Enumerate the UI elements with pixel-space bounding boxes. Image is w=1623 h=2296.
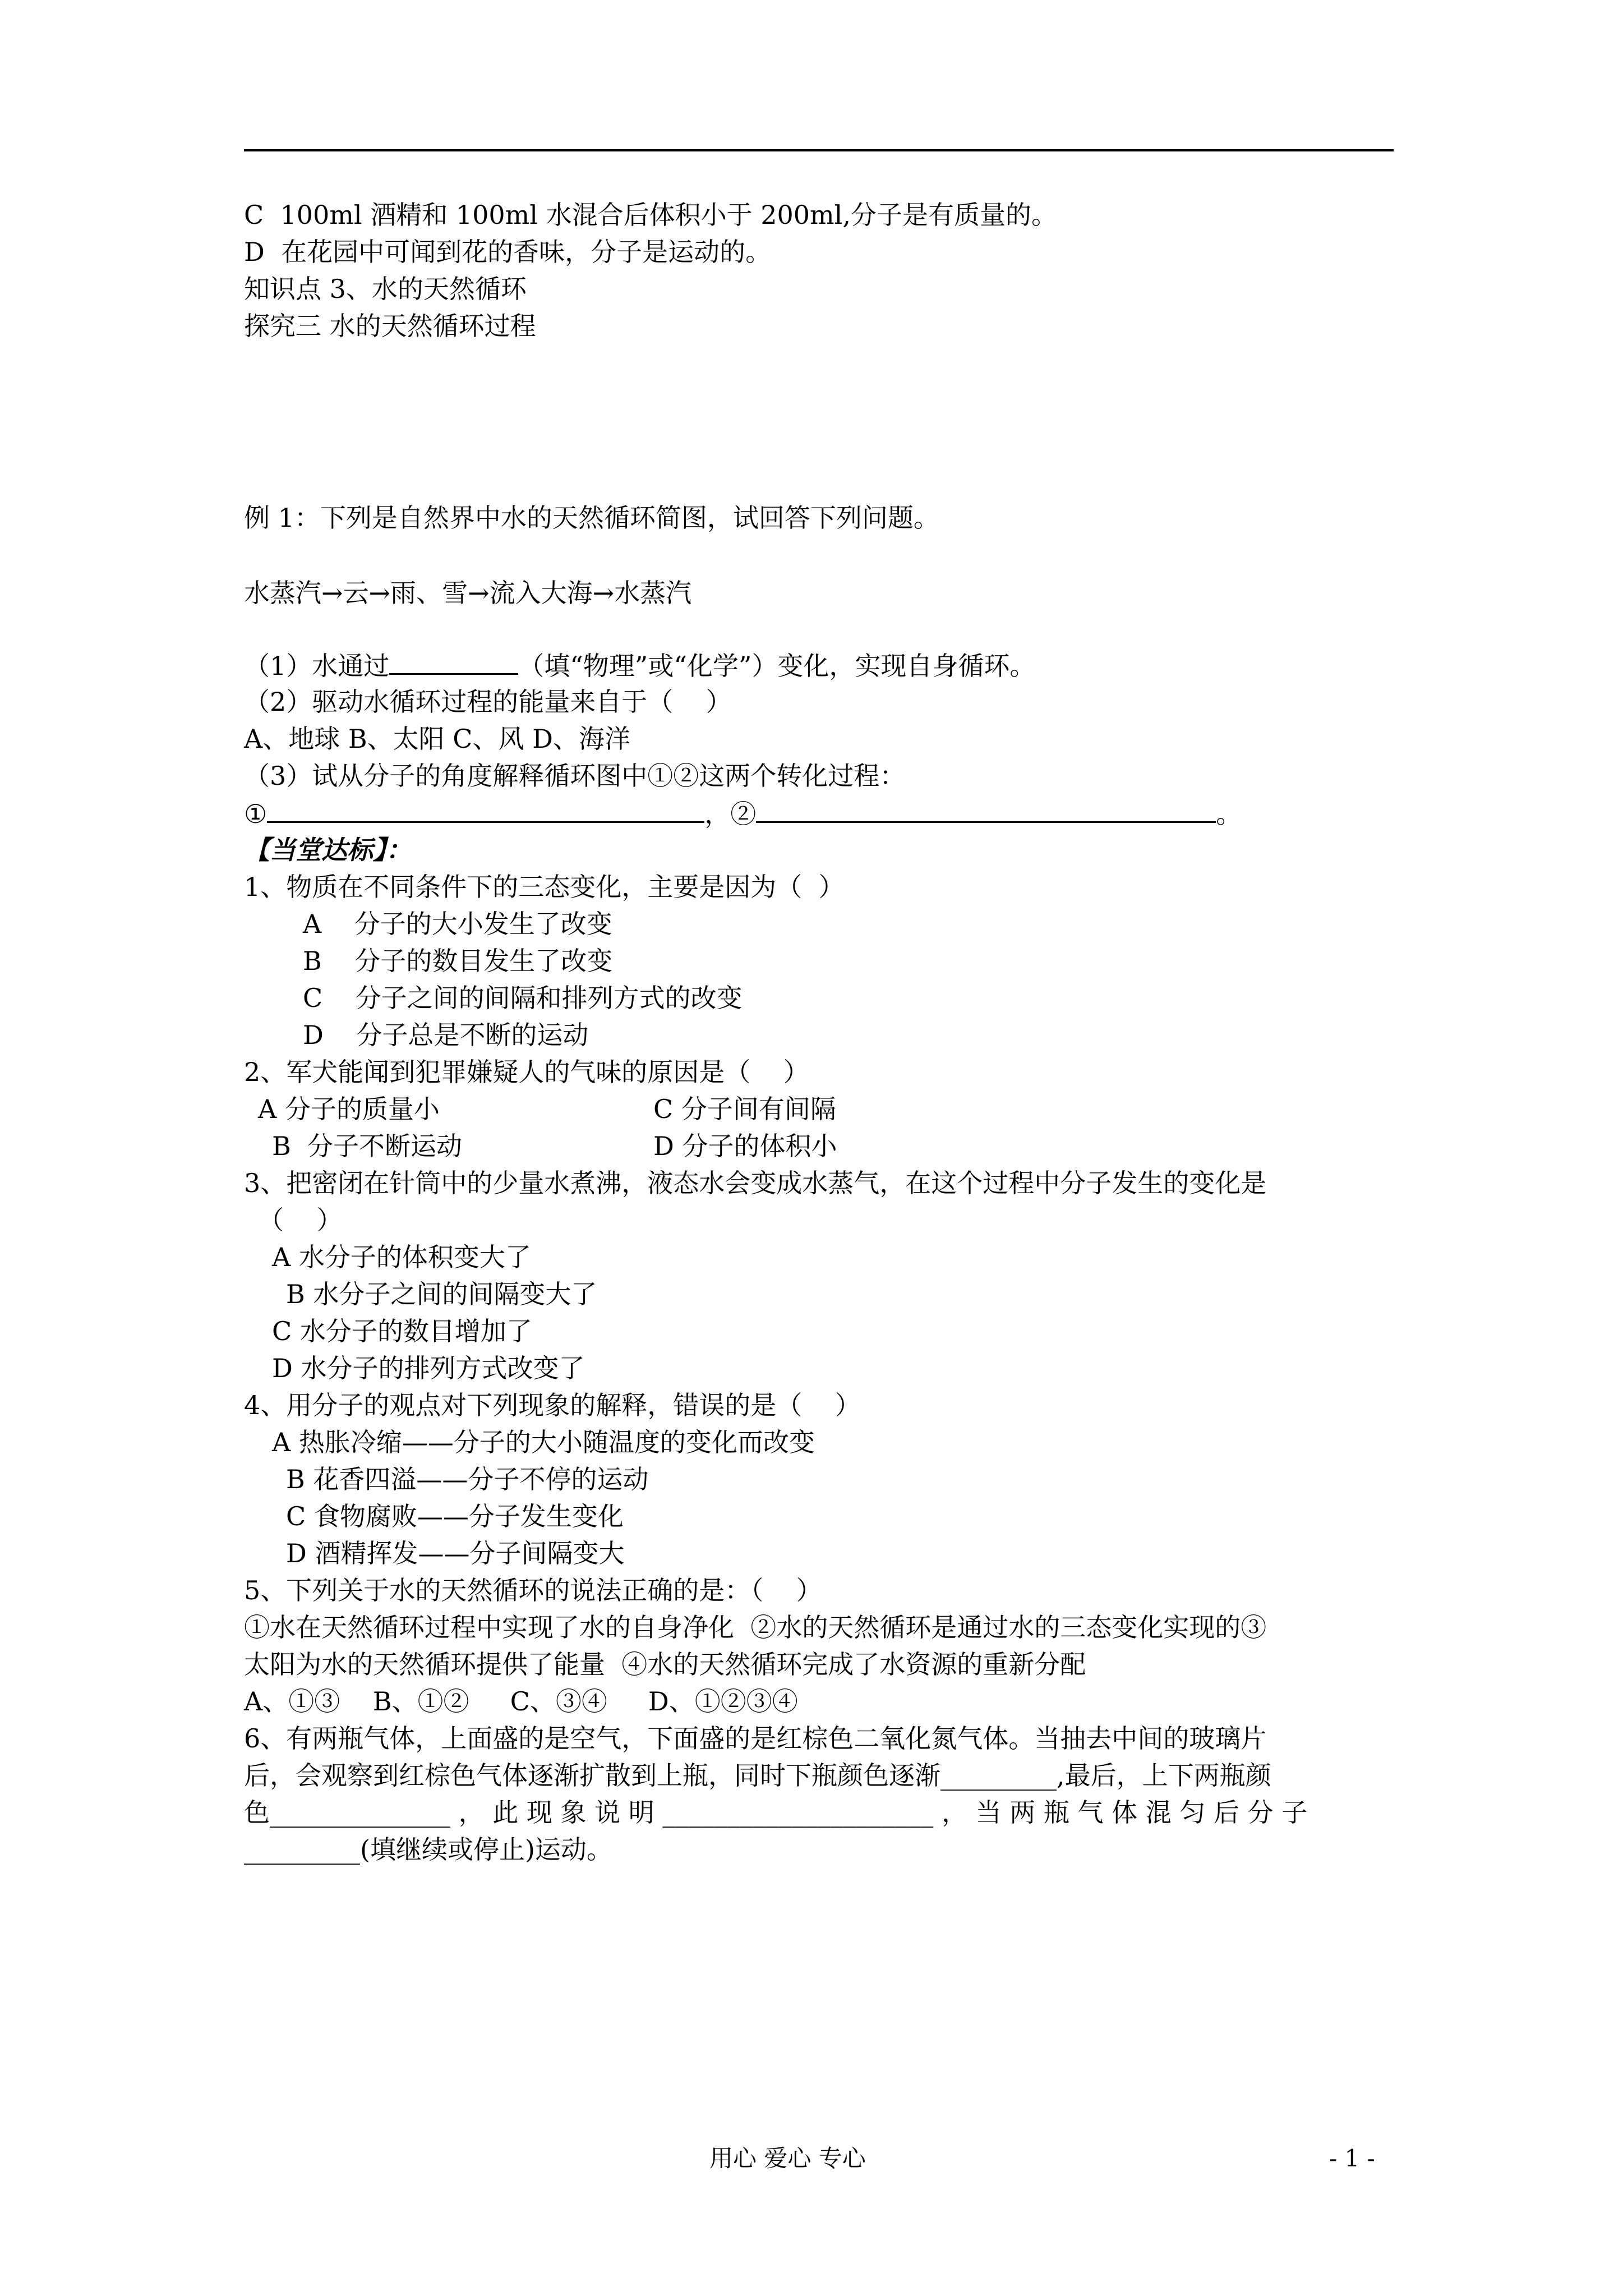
question-5-statements-1: ①水在天然循环过程中实现了水的自身净化 ②水的天然循环是通过水的三态变化实现的③ (244, 1612, 1267, 1642)
question-3-option-c: C 水分子的数目增加了 (272, 1316, 532, 1346)
question-2-option-c: C 分子间有间隔 (653, 1094, 836, 1124)
question-1-option-c: C 分子之间的间隔和排列方式的改变 (303, 983, 743, 1013)
answer-blank-1[interactable] (389, 646, 518, 675)
knowledge-point-3: 知识点 3、水的天然循环 (244, 274, 527, 304)
question-1: 1、物质在不同条件下的三态变化，主要是因为（ ） (244, 872, 845, 902)
question-6-line-4: _________(填继续或停止)运动。 (244, 1834, 612, 1865)
option-d-line: D 在花园中可闻到花的香味，分子是运动的。 (244, 237, 772, 267)
answer-blank-2[interactable] (267, 794, 704, 823)
question-3-option-a: A 水分子的体积变大了 (272, 1242, 531, 1272)
question-3: 3、把密闭在针筒中的少量水煮沸，液态水会变成水蒸气，在这个过程中分子发生的变化是 (244, 1168, 1267, 1198)
circle-2-label: ，② (704, 799, 757, 829)
question-6-line-1: 6、有两瓶气体，上面盛的是空气，下面盛的是红棕色二氧化氮气体。当抽去中间的玻璃片 (244, 1723, 1267, 1754)
example-question-2-options: A、地球 B、太阳 C、风 D、海洋 (244, 724, 630, 754)
question-5: 5、下列关于水的天然循环的说法正确的是：（ ） (244, 1575, 822, 1605)
question-4-option-a: A 热胀冷缩——分子的大小随温度的变化而改变 (272, 1427, 815, 1457)
question-2-option-a: A 分子的质量小 (258, 1094, 440, 1124)
example-question-3: （3）试从分子的角度解释循环图中①②这两个转化过程： (244, 761, 906, 791)
section-heading-class-practice: 【当堂达标】： (244, 835, 412, 865)
question-2: 2、军犬能闻到犯罪嫌疑人的气味的原因是（ ） (244, 1057, 809, 1087)
header-rule (244, 149, 1394, 151)
question-4-option-b: B 花香四溢——分子不停的运动 (286, 1464, 649, 1494)
answer-blank-3[interactable] (756, 794, 1216, 823)
question-4-option-d: D 酒精挥发——分子间隔变大 (286, 1538, 625, 1568)
q1-suffix: （填“物理”或“化学”）变化，实现自身循环。 (518, 651, 1036, 681)
page-number: - 1 - (1329, 2145, 1375, 2172)
question-3-option-d: D 水分子的排列方式改变了 (272, 1353, 585, 1383)
example-question-1 (244, 646, 1035, 684)
example-question-2: （2）驱动水循环过程的能量来自于（ ） (244, 687, 732, 717)
question-4-option-c: C 食物腐败——分子发生变化 (286, 1501, 624, 1531)
question-3-option-b: B 水分子之间的间隔变大了 (286, 1279, 597, 1309)
water-cycle-diagram-text: 水蒸汽→云→雨、雪→流入大海→水蒸汽 (244, 578, 692, 608)
question-1-option-d: D 分子总是不断的运动 (303, 1020, 589, 1050)
question-1-option-b: B 分子的数目发生了改变 (303, 946, 613, 976)
question-3-paren: （ ） (258, 1205, 343, 1235)
question-5-options: A、①③ B、①② C、③④ D、①②③④ (244, 1686, 798, 1717)
question-2-option-b: B 分子不断运动 (272, 1131, 463, 1161)
question-4: 4、用分子的观点对下列现象的解释，错误的是（ ） (244, 1390, 861, 1420)
question-5-statements-2: 太阳为水的天然循环提供了能量 ④水的天然循环完成了水资源的重新分配 (244, 1649, 1086, 1680)
question-6-line-3: 色______________ ， 此 现 象 说 明 _____________________ ， 当 两 瓶 气 体 混 匀 后 分 子 (244, 1797, 1308, 1828)
example-question-3-answer (244, 794, 1242, 832)
option-c-line: C 100ml 酒精和 100ml 水混合后体积小于 200ml,分子是有质量的。 (244, 200, 1057, 230)
question-2-option-d: D 分子的体积小 (653, 1131, 837, 1161)
inquiry-3-title: 探究三 水的天然循环过程 (244, 311, 536, 341)
question-6-line-2: 后，会观察到红棕色气体逐渐扩散到上瓶，同时下瓶颜色逐渐_________,最后，上下两瓶颜 (244, 1760, 1271, 1791)
q1-prefix: （1）水通过 (244, 651, 390, 681)
answer-end-mark: 。 (1216, 799, 1242, 829)
circle-1-label: ① (244, 799, 268, 829)
footer-slogan: 用心 爱心 专心 (709, 2145, 866, 2172)
example-1-prompt: 例 1：下列是自然界中水的天然循环简图，试回答下列问题。 (244, 503, 939, 533)
question-1-option-a: A 分子的大小发生了改变 (303, 909, 612, 939)
